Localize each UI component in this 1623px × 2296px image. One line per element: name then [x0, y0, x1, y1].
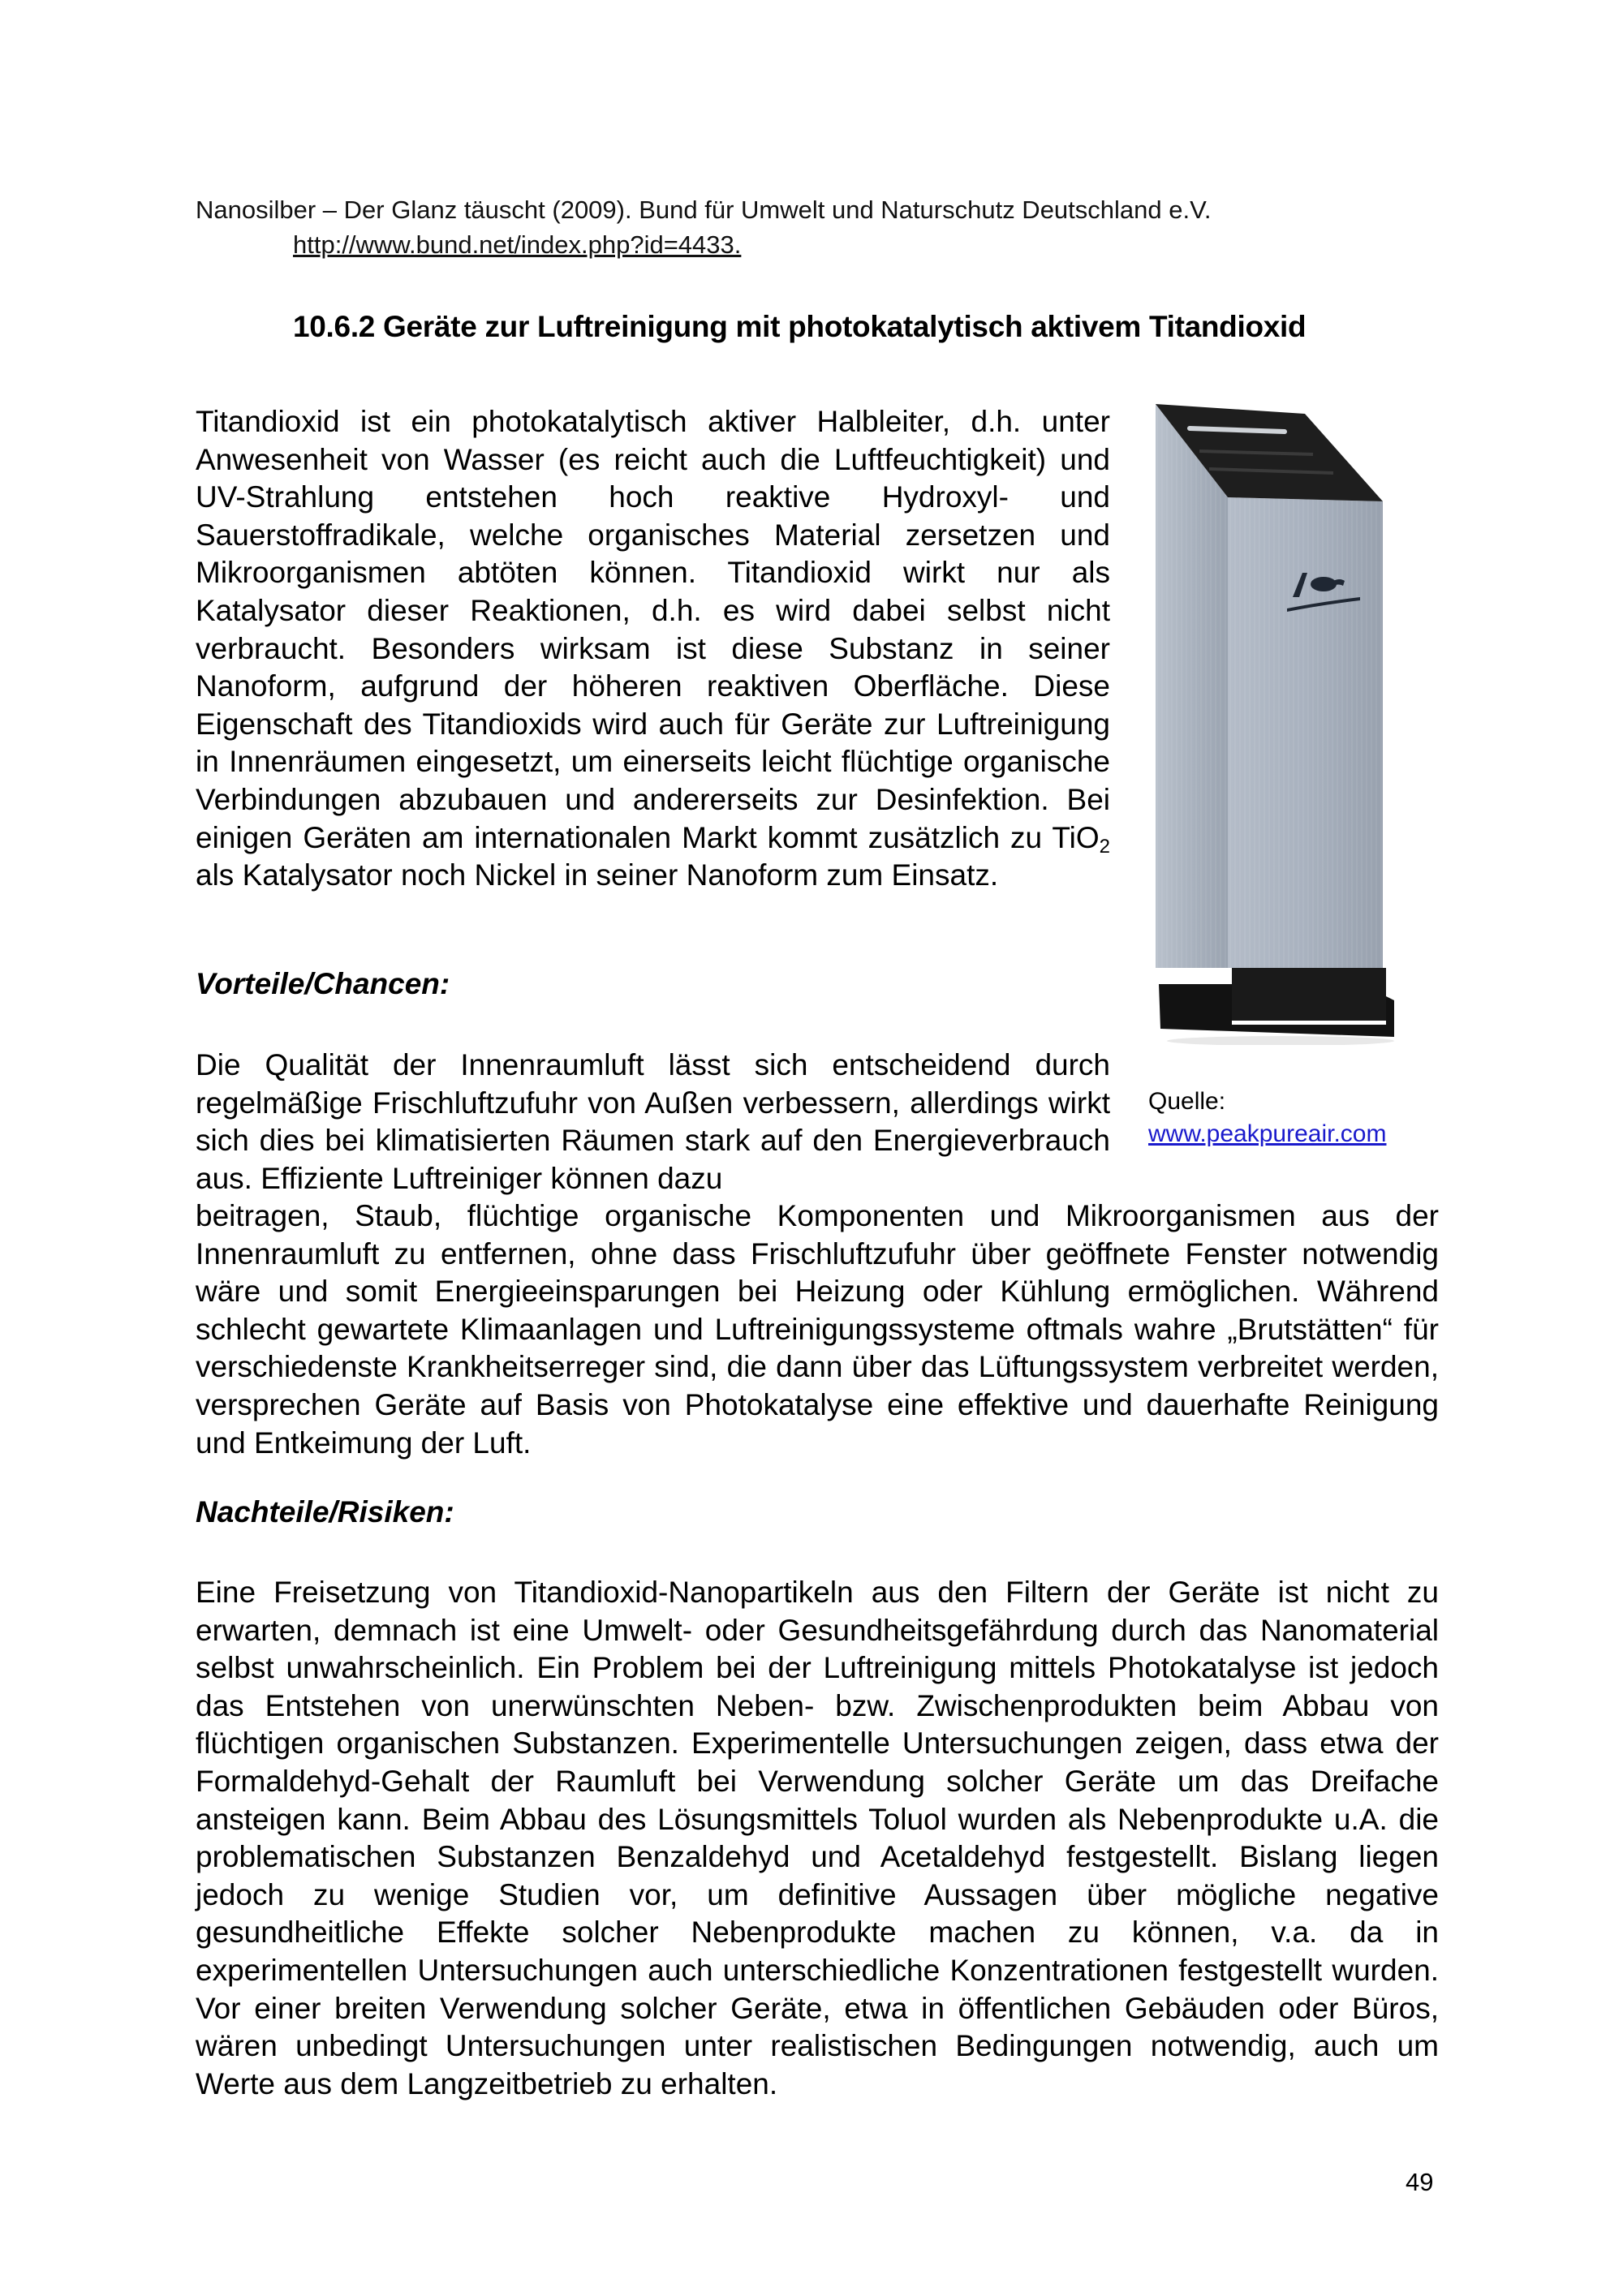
- reference-url-link[interactable]: http://www.bund.net/index.php?id=4433.: [293, 230, 742, 259]
- risks-heading: Nachteile/Risiken:: [196, 1495, 454, 1529]
- caption-source-link[interactable]: www.peakpureair.com: [1148, 1120, 1387, 1147]
- formula-subscript: 2: [1099, 835, 1110, 858]
- air-purifier-illustration: [1151, 396, 1419, 1045]
- reference-text: Nanosilber – Der Glanz täuscht (2009). Bund für Umwelt und Naturschutz Deutschland e.V.: [196, 196, 1212, 224]
- intro-text: Titandioxid ist ein photokatalytisch aktiver Halbleiter, d.h. unter Anwesenheit von Wasser (es reicht auch die Luftfeuchtigkeit) und UV-Strahlung entstehen hoch reaktive Hydroxyl- und Sauerstoffradikale, welche organisches Material zersetzen und Mikroorganismen abtöten können. Titandioxid wirkt nur als Katalysator dieser Reaktionen, d.h. es wird dabei selbst nicht verbraucht. Besonders wirksam ist diese Substanz in seiner Nanoform, aufgrund der höheren reaktiven Oberfläche. Diese Eigenschaft des Titandioxids wird auch für Geräte zur Luftreinigung in Innenräumen eingesetzt, um einerseits leicht flüchtige organische Verbindungen abzubauen und andererseits zur Desinfektion. Bei einigen Geräten am internationalen Markt kommt zusätzlich zu TiO: [196, 405, 1110, 854]
- figure-caption: [1148, 1086, 1386, 1150]
- device-base-neck: [1232, 968, 1386, 1021]
- intro-text-end: als Katalysator noch Nickel in seiner Nanoform zum Einsatz.: [196, 858, 999, 892]
- advantages-heading: Vorteile/Chancen:: [196, 967, 450, 1000]
- intro-paragraph: [196, 403, 1110, 895]
- air-purifier-image: [1151, 396, 1419, 1045]
- section-heading: 10.6.2 Geräte zur Luftreinigung mit photokatalytisch aktivem Titandioxid: [293, 310, 1307, 343]
- risks-paragraph: Eine Freisetzung von Titandioxid-Nanopartikeln aus den Filtern der Geräte ist nicht zu erwarten, demnach ist eine Umwelt- oder Gesundheitsgefährdung durch das Nanomaterial selbst unwahrscheinlich. Ein Problem bei der Luftreinigung mittels Photokatalyse ist jedoch das Entstehen von unerwünschten Neben- bzw. Zwischenprodukten beim Abbau von flüchtigen organischen Substanzen. Experimentelle Untersuchungen zeigen, dass etwa der Formaldehyd-Gehalt der Raumluft bei Verwendung solcher Geräte um das Dreifache ansteigen kann. Beim Abbau des Lösungsmittels Toluol wurden als Nebenprodukte u.A. die problematischen Substanzen Benzaldehyd und Acetaldehyd festgestellt. Bislang liegen jedoch zu wenige Studien vor, um definitive Aussagen über mögliche negative gesundheitliche Effekte solcher Nebenprodukte machen zu können, v.a. da in experimentellen Untersuchungen auch unterschiedliche Konzentrationen festgestellt wurden. Vor einer breiten Verwendung solcher Geräte, etwa in öffentlichen Gebäuden oder Büros, wären unbedingt Untersuchungen unter realistischen Bedingungen notwendig, auch um Werte aus dem Langzeitbetrieb zu erhalten.: [196, 1576, 1439, 2100]
- caption-label: Quelle:: [1148, 1088, 1226, 1115]
- page-number: 49: [1406, 2168, 1434, 2196]
- reference-entry: [196, 192, 1212, 262]
- advantages-paragraph-bottom: beitragen, Staub, flüchtige organische Komponenten und Mikroorganismen aus der Innenraumluft zu entfernen, ohne dass Frischluftzufuhr über geöffnete Fenster notwendig wäre und somit Energieeinsparungen bei Heizung oder Kühlung ermöglichen. Während schlecht gewartete Klimaanlagen und Luftreinigungssysteme oftmals wahre „Brutstätten“ für verschiedenste Krankheitserreger sind, die dann über das Lüftungssystem verbreitet werden, versprechen Geräte auf Basis von Photokatalyse eine effektive und dauerhafte Reinigung und Entkeimung der Luft.: [196, 1199, 1439, 1460]
- advantages-paragraph-top: Die Qualität der Innenraumluft lässt sich entscheidend durch regelmäßige Frischluftzufuhr von Außen verbessern, allerdings wirkt sich dies bei klimatisierten Räumen stark auf den Energieverbrauch aus. Effiziente Luftreiniger können dazu: [196, 1048, 1110, 1195]
